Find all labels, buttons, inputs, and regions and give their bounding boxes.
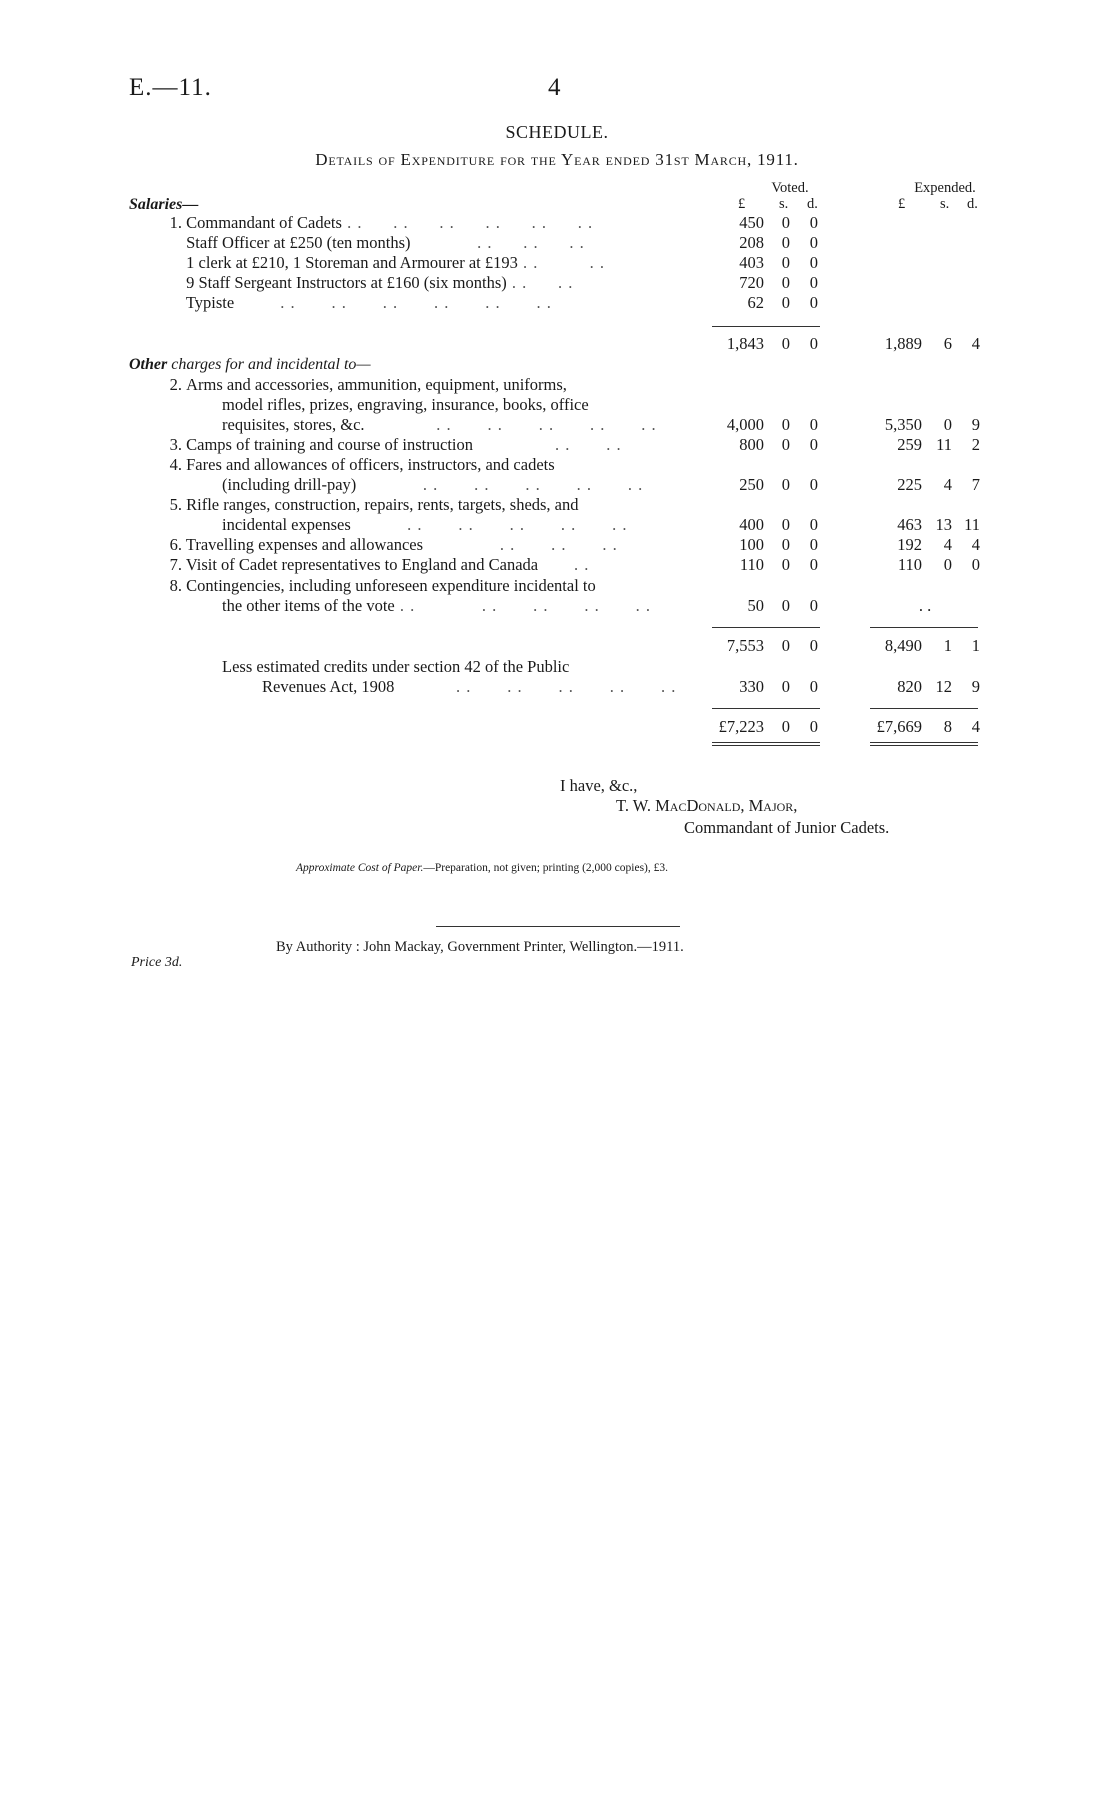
net-double-rule-voted: [712, 742, 820, 746]
total-voted-pence: 0: [809, 636, 818, 655]
page-number: 4: [548, 74, 561, 101]
voted-shillings: 0: [781, 435, 790, 454]
voted-shillings-unit: s.: [779, 196, 789, 212]
salaries-subtotal-voted-pounds: 1,843: [726, 334, 764, 353]
voted-pence-unit: d.: [807, 196, 818, 212]
voted-pounds: 720: [739, 273, 764, 292]
total-voted-shillings: 0: [781, 636, 790, 655]
voted-pence: 0: [809, 233, 818, 252]
salary-item: [160, 273, 573, 293]
charge-item: 2. Arms and accessories, ammunition, equipment, uniforms,: [160, 375, 726, 395]
signature-salutation: I have, &c.,: [560, 776, 638, 795]
expended-pounds: 463: [897, 515, 922, 534]
item-description-line: requisites, stores, &c.: [222, 415, 365, 434]
voted-pence: 0: [809, 273, 818, 292]
less-voted-shillings: 0: [781, 677, 790, 696]
voted-pounds: 208: [739, 233, 764, 252]
voted-pounds: 250: [739, 475, 764, 494]
less-expended-pence: 9: [971, 677, 980, 696]
charge-item: 3. Camps of training and course of instruction . . . .: [169, 435, 622, 454]
voted-shillings: 0: [781, 535, 790, 554]
voted-pence: 0: [809, 293, 818, 312]
expended-pence: 2: [971, 435, 980, 454]
net-double-rule-expended: [870, 742, 978, 746]
total-rule-voted: [712, 627, 820, 628]
item-description-line: Rifle ranges, construction, repairs, rents, targets, sheds, and: [186, 495, 579, 514]
expended-pence: 11: [964, 515, 980, 534]
expended-pence-unit: d.: [967, 196, 978, 212]
net-voted-pounds: £7,223: [718, 717, 764, 736]
voted-pounds-unit: £: [738, 196, 746, 212]
expended-shillings: 4: [943, 535, 952, 554]
charge-item: 5. Rifle ranges, construction, repairs, rents, targets, sheds, and: [160, 495, 726, 515]
total-rule-expended: [870, 627, 978, 628]
voted-pounds: 400: [739, 515, 764, 534]
net-expended-pounds: £7,669: [876, 717, 922, 736]
item-description: 9 Staff Sergeant Instructors at £160 (six months): [186, 273, 507, 292]
expended-pence: 7: [971, 475, 980, 494]
less-voted-pence: 0: [809, 677, 818, 696]
salaries-subtotal-voted-shillings: 0: [781, 334, 790, 353]
salaries-subtotal-voted-pence: 0: [809, 334, 818, 353]
expended-shillings: 0: [943, 555, 952, 574]
expended-column-header: Expended.: [914, 180, 976, 196]
voted-shillings: 0: [781, 233, 790, 252]
expended-pounds: 225: [897, 475, 922, 494]
voted-pence: 0: [809, 555, 818, 574]
total-expended-shillings: 1: [943, 636, 952, 655]
item-number: 1.: [169, 213, 182, 232]
item-description: Typiste: [185, 293, 235, 312]
less-expended-pounds: 820: [897, 677, 922, 696]
expended-pounds: 192: [897, 535, 922, 554]
expended-pence: 0: [971, 555, 980, 574]
voted-shillings: 0: [781, 293, 790, 312]
charge-item: 6. Travelling expenses and allowances . . . . . .: [169, 535, 618, 554]
item-description: 1 clerk at £210, 1 Storeman and Armourer at £193: [186, 253, 518, 272]
expended-shillings: 11: [936, 435, 952, 454]
salary-item: [160, 293, 552, 313]
leader-dots: . . . . . . . . . . . .: [234, 293, 552, 312]
expended-pence: 9: [971, 415, 980, 434]
item-description-line: (including drill-pay): [222, 475, 357, 494]
voted-pounds: 4,000: [726, 415, 764, 434]
charge-item: 8. Contingencies, including unforeseen expenditure incidental to: [160, 576, 726, 596]
salaries-heading: Salaries—: [129, 196, 199, 213]
total-expended-pounds: 8,490: [884, 636, 922, 655]
signature-title: Commandant of Junior Cadets.: [684, 818, 890, 837]
cost-of-paper-note: Approximate Cost of Paper.—Preparation, not given; printing (2,000 copies), £3.: [296, 862, 668, 874]
voted-shillings: 0: [781, 515, 790, 534]
salaries-subtotal-expended-pounds: 1,889: [884, 334, 922, 353]
item-description-line: model rifles, prizes, engraving, insurance, books, office: [222, 395, 589, 414]
voted-pounds: 100: [739, 535, 764, 554]
item-description-line: incidental expenses: [222, 515, 351, 534]
voted-shillings: 0: [781, 415, 790, 434]
expended-blank: . .: [918, 596, 932, 615]
schedule-subtitle: Details of Expenditure for the Year ended 31st March, 1911.: [315, 150, 799, 169]
net-expended-shillings: 8: [943, 717, 952, 736]
voted-shillings: 0: [781, 475, 790, 494]
voted-pence: 0: [809, 596, 818, 615]
authority-rule: [436, 926, 680, 927]
voted-pence: 0: [809, 475, 818, 494]
document-reference: E.—11.: [129, 74, 212, 101]
expended-pounds-unit: £: [898, 196, 906, 212]
voted-pounds: 800: [739, 435, 764, 454]
less-expended-shillings: 12: [935, 677, 952, 696]
schedule-title: SCHEDULE.: [505, 122, 609, 142]
net-rule-voted: [712, 708, 820, 709]
expended-pence: 4: [971, 535, 980, 554]
less-voted-pounds: 330: [739, 677, 764, 696]
salaries-subtotal-expended-shillings: 6: [943, 334, 952, 353]
salaries-subtotal-expended-pence: 4: [971, 334, 980, 353]
voted-pence: 0: [809, 415, 818, 434]
item-description-line: Camps of training and course of instruction: [186, 435, 473, 454]
item-description: Staff Officer at £250 (ten months): [186, 233, 411, 252]
item-description-line: Visit of Cadet representatives to England and Canada: [185, 555, 539, 574]
signature-name: T. W. MacDonald, Major,: [616, 796, 798, 815]
net-expended-pence: 4: [971, 717, 980, 736]
voted-pence: 0: [809, 213, 818, 232]
voted-pounds: 110: [739, 555, 764, 574]
expended-shillings: 13: [935, 515, 952, 534]
leader-dots: . . . .: [517, 253, 605, 272]
item-description-line: Contingencies, including unforeseen expenditure incidental to: [186, 576, 596, 595]
voted-pounds: 62: [747, 293, 764, 312]
voted-shillings: 0: [781, 273, 790, 292]
total-voted-pounds: 7,553: [726, 636, 764, 655]
leader-dots: . . . . . .: [410, 233, 585, 252]
expended-pounds: 110: [897, 555, 922, 574]
salary-item: [160, 233, 585, 253]
voted-column-header: Voted.: [771, 180, 809, 196]
printer-authority: By Authority : John Mackay, Government Printer, Wellington.—1911.: [276, 939, 684, 955]
voted-pence: 0: [809, 515, 818, 534]
voted-pounds: 50: [747, 596, 764, 615]
voted-pence: 0: [809, 435, 818, 454]
leader-dots: . . . .: [506, 273, 574, 292]
expended-pounds: 5,350: [884, 415, 922, 434]
expended-shillings: 0: [943, 415, 952, 434]
net-rule-expended: [870, 708, 978, 709]
salary-item: [160, 253, 605, 273]
expended-shillings-unit: s.: [940, 196, 950, 212]
expended-shillings: 4: [943, 475, 952, 494]
item-description-line: Travelling expenses and allowances: [185, 535, 424, 554]
price-note: Price 3d.: [131, 955, 183, 970]
leader-dots: . . . . . . . . . . . .: [341, 213, 594, 232]
item-description-line: Arms and accessories, ammunition, equipment, uniforms,: [186, 375, 567, 394]
less-credits-line: Less estimated credits under section 42 of the Public: [222, 657, 570, 676]
voted-pounds: 450: [739, 213, 764, 232]
voted-pence: 0: [809, 535, 818, 554]
charge-item: 7. Visit of Cadet representatives to England and Canada . .: [169, 555, 590, 574]
salary-item: [160, 213, 593, 233]
voted-shillings: 0: [781, 253, 790, 272]
total-expended-pence: 1: [971, 636, 980, 655]
expended-pounds: 259: [897, 435, 922, 454]
item-description-line: Fares and allowances of officers, instructors, and cadets: [186, 455, 555, 474]
less-credits-line: Revenues Act, 1908: [262, 677, 395, 696]
voted-shillings: 0: [781, 213, 790, 232]
other-charges-heading: Other charges for and incidental to—: [129, 356, 371, 373]
item-description-line: the other items of the vote: [222, 596, 395, 615]
voted-shillings: 0: [781, 555, 790, 574]
subtotal-rule: [712, 326, 820, 327]
voted-pounds: 403: [739, 253, 764, 272]
net-voted-pence: 0: [809, 717, 818, 736]
charge-item: 4. Fares and allowances of officers, instructors, and cadets: [160, 455, 726, 475]
voted-shillings: 0: [781, 596, 790, 615]
item-description: Commandant of Cadets: [186, 213, 342, 232]
voted-pence: 0: [809, 253, 818, 272]
net-voted-shillings: 0: [781, 717, 790, 736]
